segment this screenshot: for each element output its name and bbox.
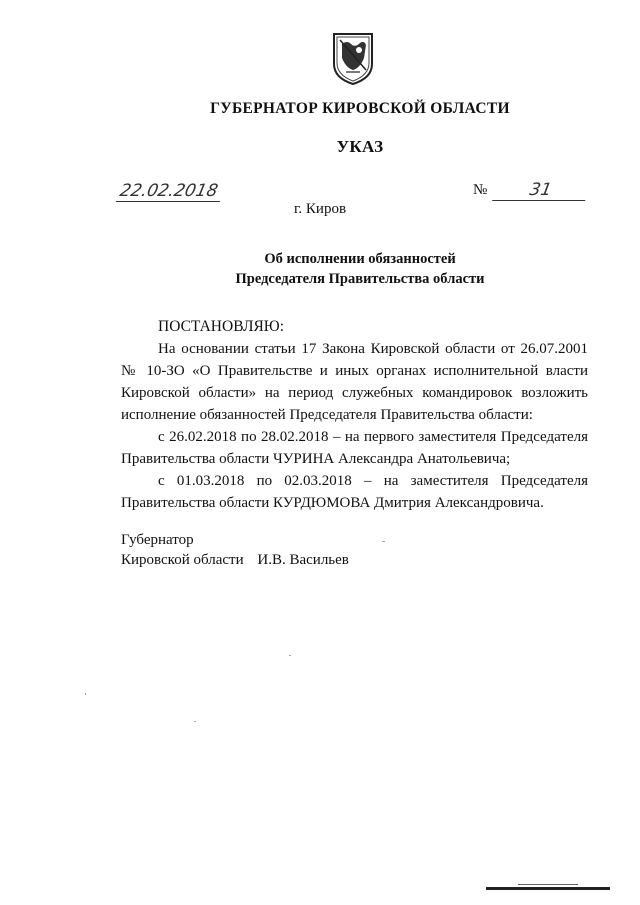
coat-of-arms-emblem: [330, 30, 376, 86]
bottom-rule-thin: [518, 884, 578, 885]
bottom-rule: [486, 887, 610, 890]
body-paragraph-1: [121, 338, 588, 426]
scan-speck: [194, 721, 196, 722]
document-title-line-2: Председателя Правительства области: [235, 271, 485, 287]
document-number: 31: [492, 180, 589, 201]
signatory-position: Губернатор: [121, 532, 194, 548]
body-line: с 26.02.2018 по 28.02.2018 – на первого заместителя Председателя: [158, 429, 588, 445]
body-paragraph-3: [121, 470, 588, 514]
body-line: исполнение обязанностей Председателя Правительства области:: [121, 407, 533, 423]
signatory-name: И.В. Васильев: [257, 552, 349, 568]
resolve-statement: ПОСТАНОВЛЯЮ:: [158, 318, 285, 335]
body-line: Правительства области КУРДЮМОВА Дмитрия Александровича.: [121, 495, 544, 511]
document-type-heading: УКАЗ: [336, 137, 384, 156]
body-line: с 01.03.2018 по 02.03.2018 – на заместителя Председателя: [158, 473, 588, 489]
scan-speck: [85, 693, 86, 695]
document-date: 22.02.2018: [116, 181, 224, 202]
city-label: г. Киров: [293, 201, 347, 217]
number-label: №: [473, 182, 488, 198]
signatory-region: [121, 550, 349, 570]
body-line: Кировской области» на период служебных командировок возложить: [121, 385, 588, 401]
body-paragraph-2: [121, 426, 588, 470]
body-line: На основании статьи 17 Закона Кировской области от 26.07.2001: [158, 341, 588, 357]
body-line: Правительства области ЧУРИНА Александра Анатольевича;: [121, 451, 511, 467]
issuer-heading: ГУБЕРНАТОР КИРОВСКОЙ ОБЛАСТИ: [210, 100, 510, 117]
body-line: № 10-ЗО «О Правительстве и иных органах исполнительной власти: [121, 363, 588, 379]
document-title-line-1: Об исполнении обязанностей: [264, 251, 456, 267]
scan-speck: [289, 655, 291, 656]
signatory-region-label: Кировской области: [121, 552, 244, 568]
scan-speck: [382, 541, 385, 542]
